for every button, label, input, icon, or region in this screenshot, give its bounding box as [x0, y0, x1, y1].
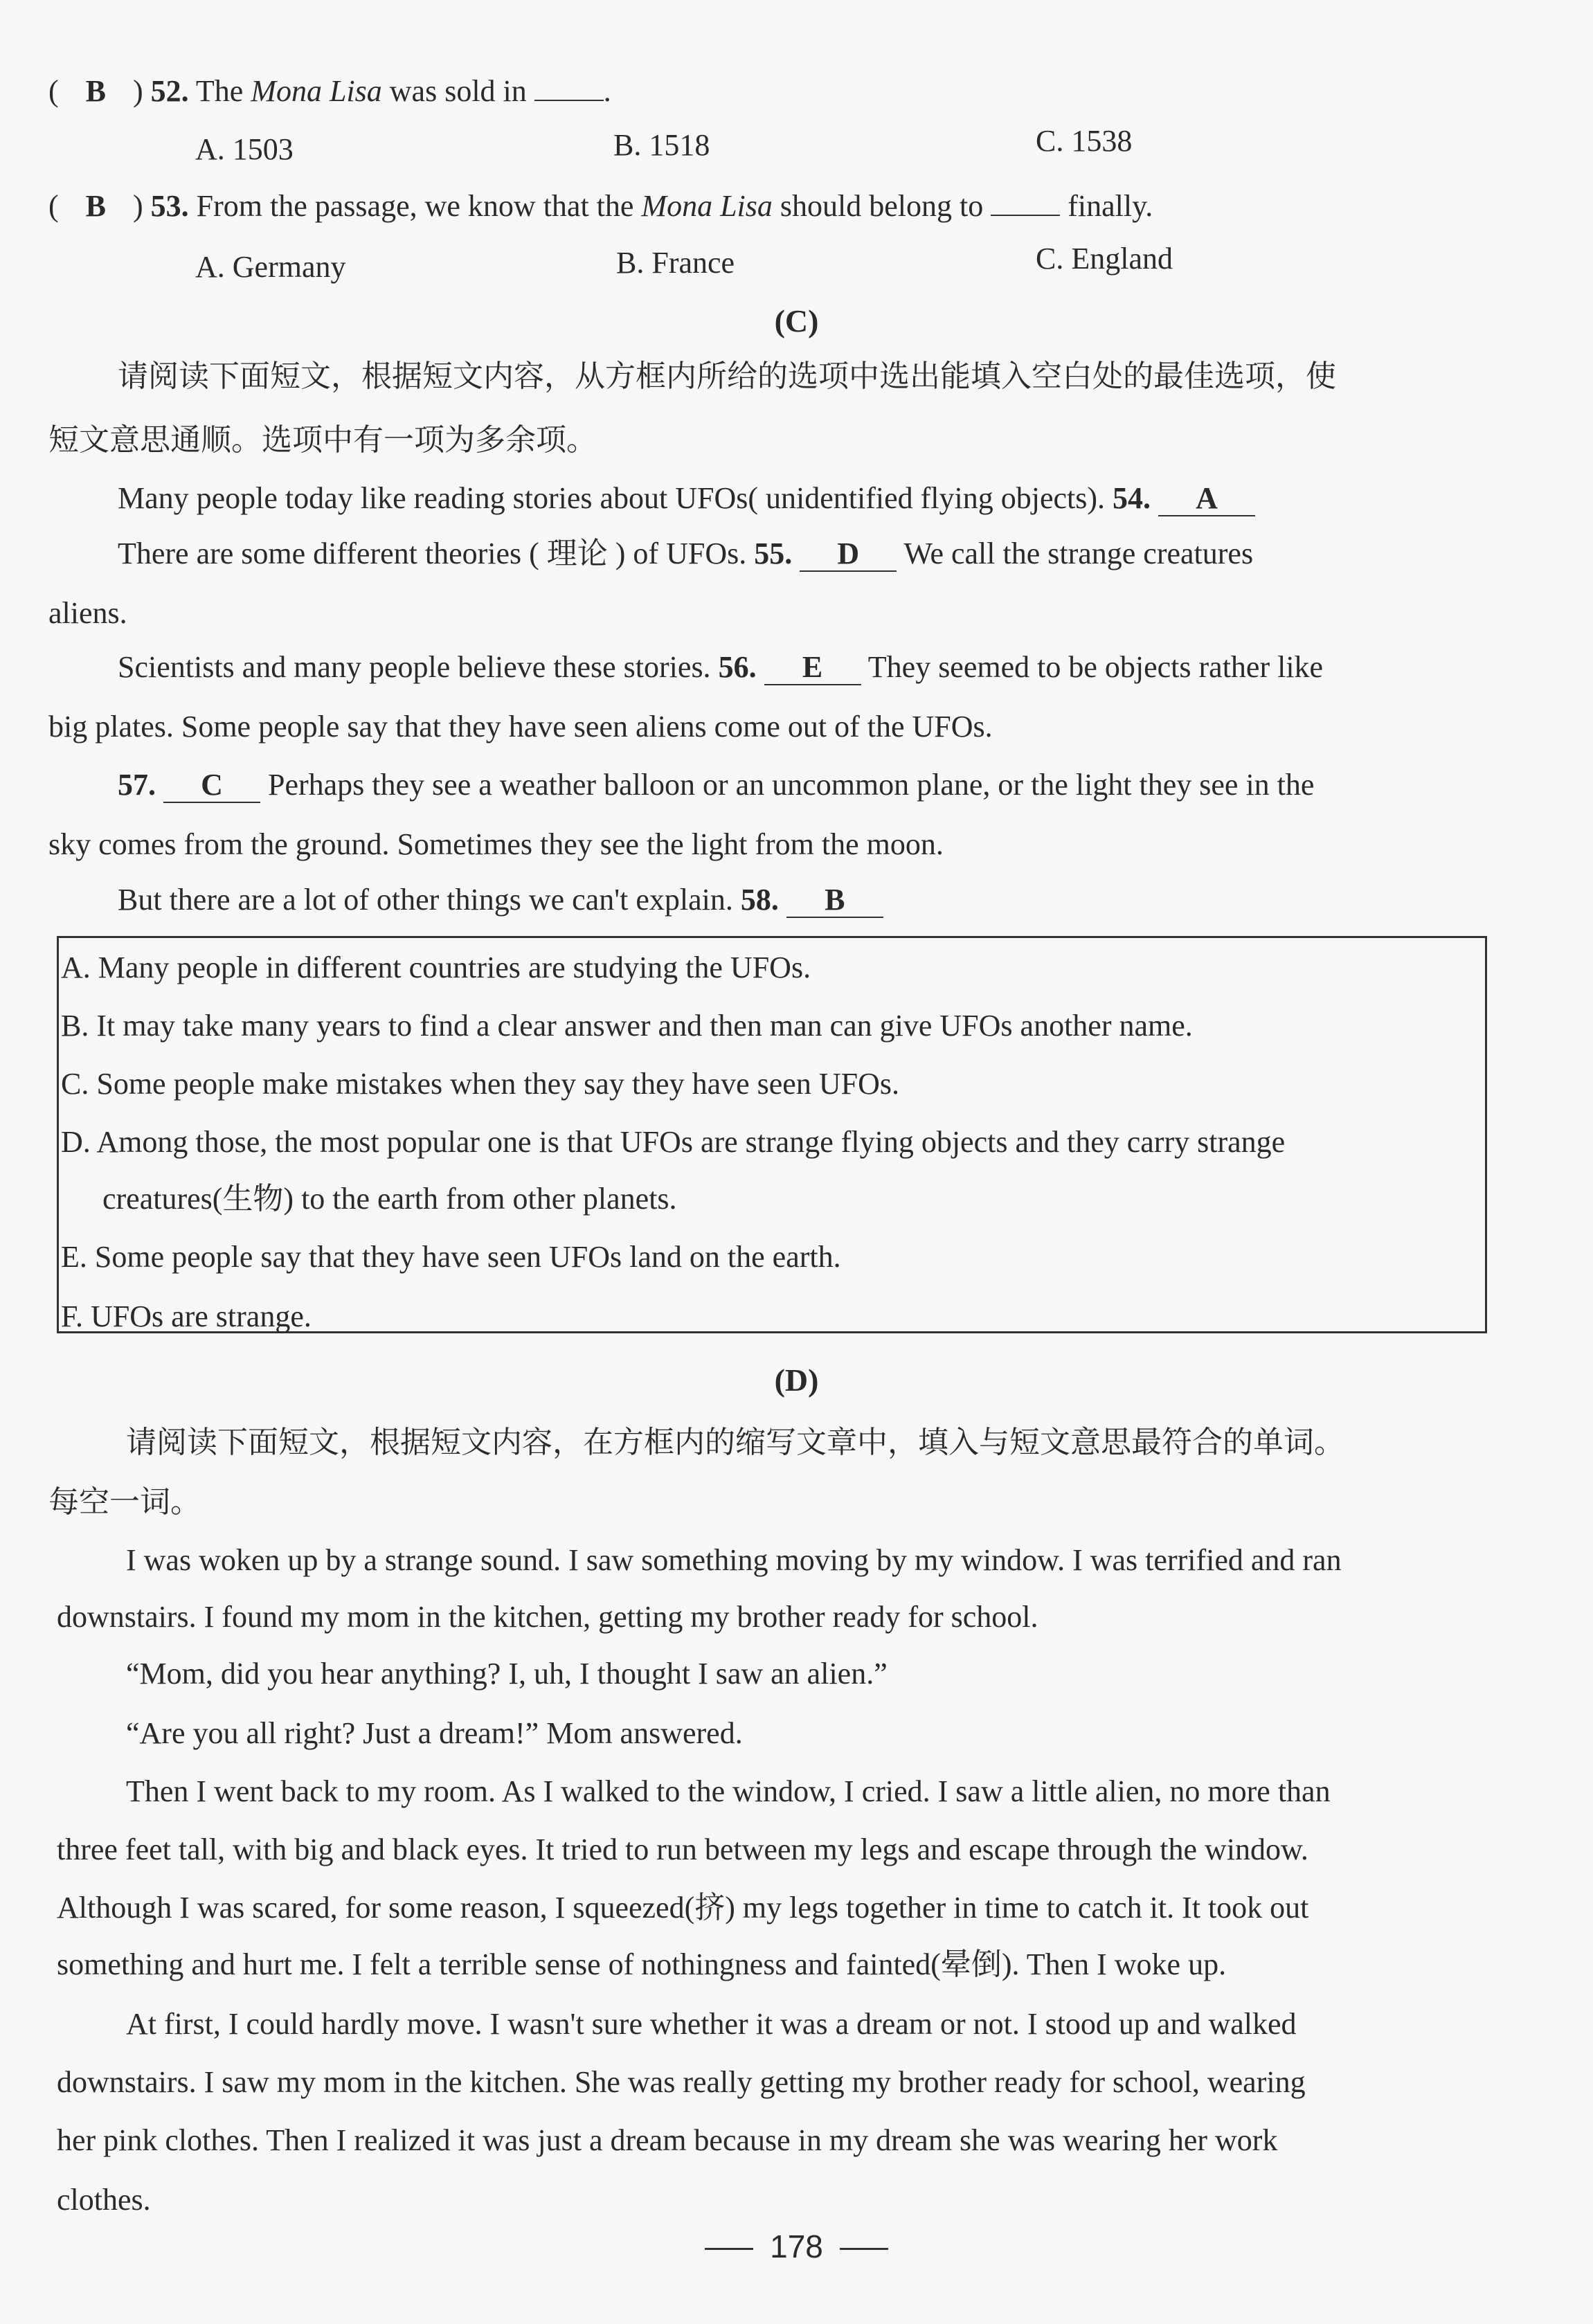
question-text: was sold in [389, 74, 527, 108]
box-option-c: C. Some people make mistakes when they say they have seen UFOs. [61, 1067, 899, 1101]
answer-56: E [764, 651, 861, 685]
answer-58: B [786, 883, 883, 918]
text-line: “Mom, did you hear anything? I, uh, I thought I saw an alien.” [126, 1657, 888, 1691]
question-text: should belong to [780, 189, 984, 223]
question-number: 52. [150, 74, 189, 108]
text-line: her pink clothes. Then I realized it was just a dream because in my dream she was wearing her work [57, 2123, 1278, 2157]
page-number: 178 [0, 2228, 1593, 2265]
question-number: 56. [718, 650, 757, 684]
paragraph-55-cont: aliens. [48, 596, 127, 630]
answer-54: A [1158, 482, 1255, 516]
box-option-e: E. Some people say that they have seen UFOs land on the earth. [61, 1240, 841, 1274]
question-number: 53. [150, 189, 189, 223]
dash [840, 2248, 888, 2250]
text-line: downstairs. I found my mom in the kitchen, getting my brother ready for school. [57, 1600, 1038, 1634]
box-option-d-cont: creatures(生物) to the earth from other planets. [102, 1181, 677, 1216]
box-option-a: A. Many people in different countries are studying the UFOs. [61, 951, 811, 984]
option-a: A. Germany [195, 250, 346, 284]
question-52 [48, 71, 1495, 112]
question-number: 58. [740, 883, 779, 917]
paragraph-57-cont: sky comes from the ground. Sometimes they see the light from the moon. [48, 827, 944, 861]
text-line: clothes. [57, 2183, 151, 2217]
option-b: B. 1518 [613, 128, 710, 162]
blank [534, 100, 604, 101]
text-line: At first, I could hardly move. I wasn't sure whether it was a dream or not. I stood up and walked [126, 2007, 1297, 2041]
text-line: Then I went back to my room. As I walked to the window, I cried. I saw a little alien, no more than [126, 1774, 1331, 1808]
text-line: downstairs. I saw my mom in the kitchen. She was really getting my brother ready for school, wearing [57, 2065, 1306, 2099]
paren-open: ( [48, 74, 59, 108]
option-b: B. France [616, 246, 735, 280]
box-option-f: F. UFOs are strange. [61, 1299, 312, 1333]
blank [991, 215, 1060, 216]
paragraph-56-cont: big plates. Some people say that they have seen aliens come out of the UFOs. [48, 710, 993, 744]
question-end: finally. [1068, 189, 1153, 223]
paren-close: ) [133, 74, 143, 108]
answer-52: B [85, 74, 107, 108]
section-heading-c: (C) [774, 303, 819, 339]
box-option-d: D. Among those, the most popular one is that UFOs are strange flying objects and they carry strange [61, 1125, 1286, 1159]
question-end: . [603, 74, 611, 108]
italic-title: Mona Lisa [251, 74, 382, 108]
section-heading-d: (D) [774, 1362, 819, 1398]
text-line: I was woken up by a strange sound. I saw something moving by my window. I was terrified and ran [126, 1543, 1342, 1577]
paren-open: ( [48, 189, 59, 223]
question-text: From the passage, we know that the [196, 189, 634, 223]
italic-title: Mona Lisa [641, 189, 773, 223]
paren-close: ) [133, 189, 143, 223]
box-option-b: B. It may take many years to find a clear answer and then man can give UFOs another name. [61, 1009, 1193, 1043]
answer-55: D [800, 537, 897, 572]
instruction-c-line2: 短文意思通顺。选项中有一项为多余项。 [48, 422, 597, 458]
instruction-c-line1: 请阅读下面短文，根据短文内容，从方框内所给的选项中选出能填入空白处的最佳选项，使 [118, 359, 1336, 394]
question-number: 55. [754, 537, 793, 570]
paragraph-54: Many people today like reading stories about UFOs( unidentified flying objects). 54. A [118, 478, 1565, 519]
option-c: C. England [1036, 242, 1173, 276]
option-c: C. 1538 [1036, 124, 1133, 158]
instruction-d-line1: 请阅读下面短文，根据短文内容，在方框内的缩写文章中，填入与短文意思最符合的单词。 [126, 1425, 1344, 1460]
paragraph-58: But there are a lot of other things we can't explain. 58. B [118, 879, 1565, 921]
text-line: three feet tall, with big and black eyes. It tried to run between my legs and escape through the window. [57, 1832, 1308, 1866]
text-line: something and hurt me. I felt a terrible sense of nothingness and fainted(晕倒). Then I woke up. [57, 1947, 1227, 1982]
dash [705, 2248, 753, 2250]
paragraph-55: There are some different theories ( 理论 ) of UFOs. 55. D We call the strange creatures [118, 536, 1254, 571]
question-number: 57. [118, 768, 156, 802]
answer-57: C [163, 768, 260, 803]
option-a: A. 1503 [195, 132, 294, 166]
question-number: 54. [1113, 481, 1151, 515]
text-line: “Are you all right? Just a dream!” Mom answered. [126, 1716, 743, 1750]
paragraph-57: 57. C Perhaps they see a weather balloon or an uncommon plane, or the light they see in the [118, 768, 1315, 802]
answer-53: B [85, 189, 107, 223]
paragraph-56: Scientists and many people believe these stories. 56. E They seemed to be objects rather like [118, 650, 1324, 684]
text-line: Although I was scared, for some reason, I squeezed(挤) my legs together in time to catch it. It took out [57, 1890, 1309, 1925]
instruction-d-line2: 每空一词。 [48, 1484, 201, 1520]
question-53 [48, 186, 1495, 227]
question-text: The [195, 74, 244, 108]
